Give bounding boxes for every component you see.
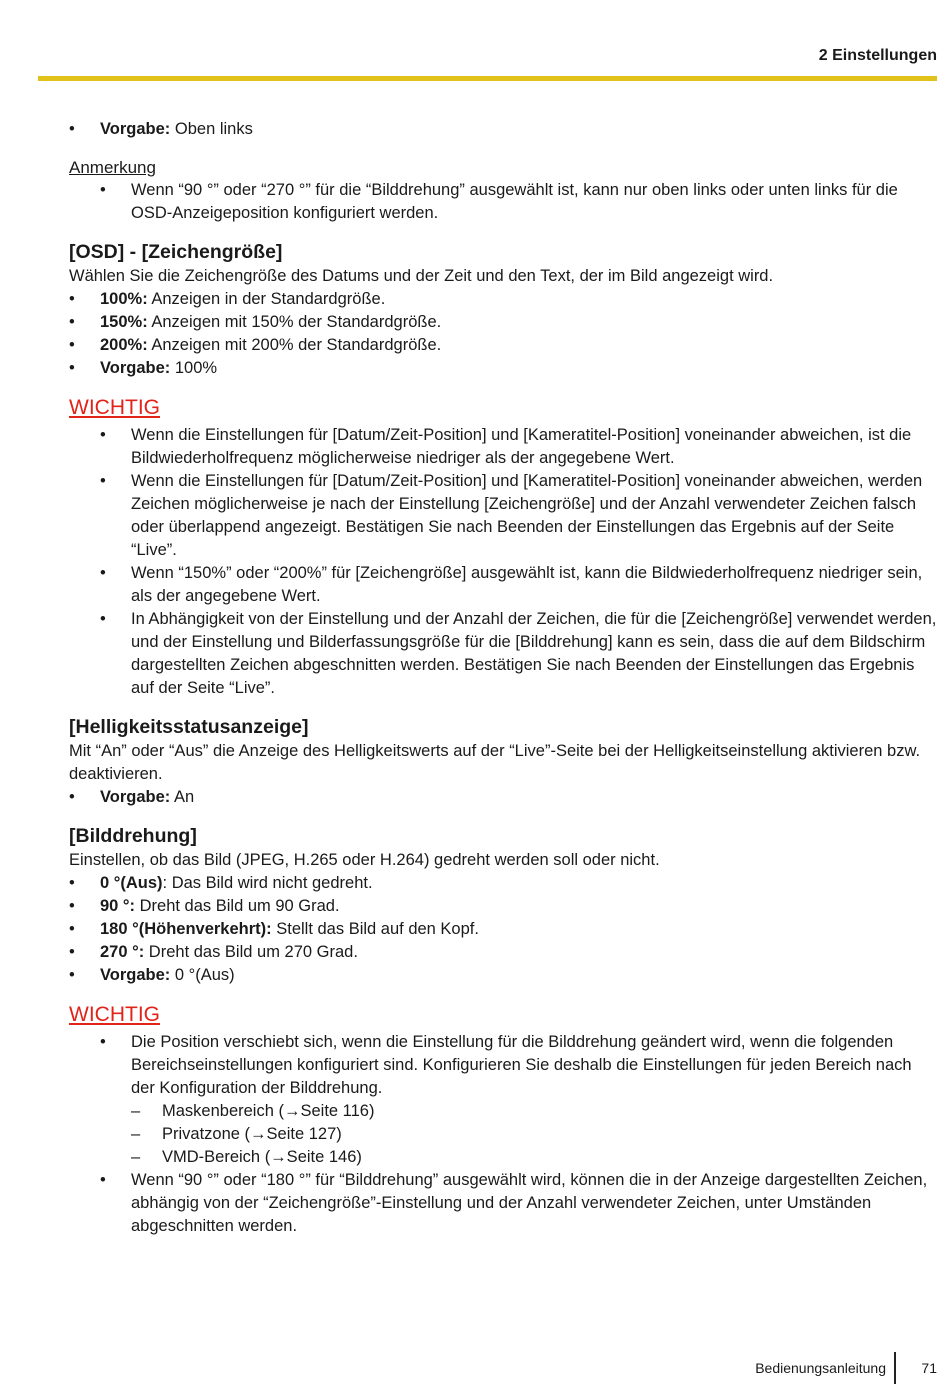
default-position-item — [69, 118, 937, 141]
option-label: 200%: — [100, 336, 148, 354]
osd-size-heading: [OSD] - [Zeichengröße] — [69, 241, 283, 263]
option-label: 150%: — [100, 313, 148, 331]
rotation-heading: [Bilddrehung] — [69, 825, 197, 847]
area-setting-item: – VMD-Bereich (→Seite 146) — [69, 1146, 937, 1169]
option-text: : Das Bild wird nicht gedreht. — [162, 874, 373, 892]
default-label: Vorgabe: — [100, 120, 171, 138]
option-label: 90 °: — [100, 897, 136, 915]
rotation-option — [69, 872, 937, 895]
osd-size-description: Wählen Sie die Zeichengröße des Datums und der Zeit und den Text, der im Bild angezeigt wird. — [69, 267, 774, 285]
footer-divider — [894, 1352, 896, 1384]
option-label: 270 °: — [100, 943, 145, 961]
rotation-description: Einstellen, ob das Bild (JPEG, H.265 oder H.264) gedreht werden soll oder nicht. — [69, 851, 660, 869]
important-heading: WICHTIG — [69, 1003, 160, 1026]
osd-size-option — [69, 334, 937, 357]
area-setting-item: – Maskenbereich (→Seite 116) — [69, 1100, 937, 1123]
important-item: • Wenn die Einstellungen für [Datum/Zeit-Position] und [Kameratitel-Position] voneinander abweichen, werden Zeichen möglicherweise je nach der Einstellung [Zeichengröße] und der Anzahl verwendeter Zeichen falsch oder überlappend angezeigt. Bestätigen Sie nach Beenden der Einstellungen das Ergebnis auf der Seite “Live”. — [69, 470, 937, 562]
option-label: Vorgabe: — [100, 359, 171, 377]
option-label: 100%: — [100, 290, 148, 308]
option-text: Dreht das Bild um 270 Grad. — [144, 943, 358, 961]
rotation-option — [69, 941, 937, 964]
rotation-option — [69, 918, 937, 941]
important-item: • In Abhängigkeit von der Einstellung und der Anzahl der Zeichen, die für die [Zeichengröße] verwendet werden, und der Einstellung und Bilderfassungsgröße für die [Bilddrehung] kann es sein, dass die auf dem Bildschirm dargestellten Zeichen abgeschnitten werden. Bestätigen Sie nach Beenden der Einstellungen das Ergebnis auf der Seite “Live”. — [69, 608, 937, 700]
option-text: Dreht das Bild um 90 Grad. — [135, 897, 340, 915]
default-label: Vorgabe: — [100, 788, 171, 806]
header-rule — [38, 76, 937, 81]
option-text: 0 °(Aus) — [170, 966, 235, 984]
brightness-default — [69, 786, 937, 809]
important-item: • Wenn “150%” oder “200%” für [Zeichengröße] ausgewählt ist, kann die Bildwiederholfrequenz niedriger sein, als der angegebene Wert. — [69, 562, 937, 608]
option-label: 0 °(Aus) — [100, 874, 163, 892]
osd-size-option — [69, 311, 937, 334]
page-content — [69, 118, 937, 1238]
option-label: 180 °(Höhenverkehrt): — [100, 920, 272, 938]
area-setting-item: – Privatzone (→Seite 127) — [69, 1123, 937, 1146]
brightness-heading: [Helligkeitsstatusanzeige] — [69, 716, 309, 738]
important-item: • Wenn die Einstellungen für [Datum/Zeit-Position] und [Kameratitel-Position] voneinander abweichen, ist die Bildwiederholfrequenz möglicherweise niedriger als der angegebene Wert. — [69, 424, 937, 470]
footer-label: Bedienungsanleitung — [755, 1360, 886, 1376]
option-text: Anzeigen in der Standardgröße. — [147, 290, 386, 308]
option-text: Anzeigen mit 200% der Standardgröße. — [147, 336, 442, 354]
important-item: • Die Position verschiebt sich, wenn die Einstellung für die Bilddrehung geändert wird, wenn die folgenden Bereichseinstellungen konfiguriert sind. Konfigurieren Sie deshalb die Einstellungen für jeden Bereich nach der Konfiguration der Bilddrehung. — [69, 1031, 937, 1100]
option-text: Anzeigen mit 150% der Standardgröße. — [147, 313, 442, 331]
note-item: • Wenn “90 °” oder “270 °” für die “Bilddrehung” ausgewählt ist, kann nur oben links oder unten links für die OSD-Anzeigeposition konfiguriert werden. — [69, 179, 937, 225]
note-heading: Anmerkung — [69, 158, 156, 177]
chapter-title: 2 Einstellungen — [818, 47, 937, 64]
osd-size-option — [69, 357, 937, 380]
rotation-option — [69, 964, 937, 987]
osd-size-option — [69, 288, 937, 311]
option-text: Stellt das Bild auf den Kopf. — [271, 920, 479, 938]
brightness-description: Mit “An” oder “Aus” die Anzeige des Helligkeitswerts auf der “Live”-Seite bei der Helligkeitseinstellung aktivieren bzw. deaktivieren. — [69, 742, 921, 783]
default-value: Oben links — [170, 120, 253, 138]
option-text: 100% — [170, 359, 218, 377]
default-value: An — [170, 788, 195, 806]
important-heading: WICHTIG — [69, 396, 160, 419]
rotation-option — [69, 895, 937, 918]
option-label: Vorgabe: — [100, 966, 171, 984]
page-number: 71 — [921, 1360, 937, 1376]
important-item: • Wenn “90 °” oder “180 °” für “Bilddrehung” ausgewählt wird, können die in der Anzeige dargestellten Zeichen, abhängig von der “Zeichengröße”-Einstellung und der Anzahl verwendeter Zeichen, unter Umständen abgeschnitten werden. — [69, 1169, 937, 1238]
